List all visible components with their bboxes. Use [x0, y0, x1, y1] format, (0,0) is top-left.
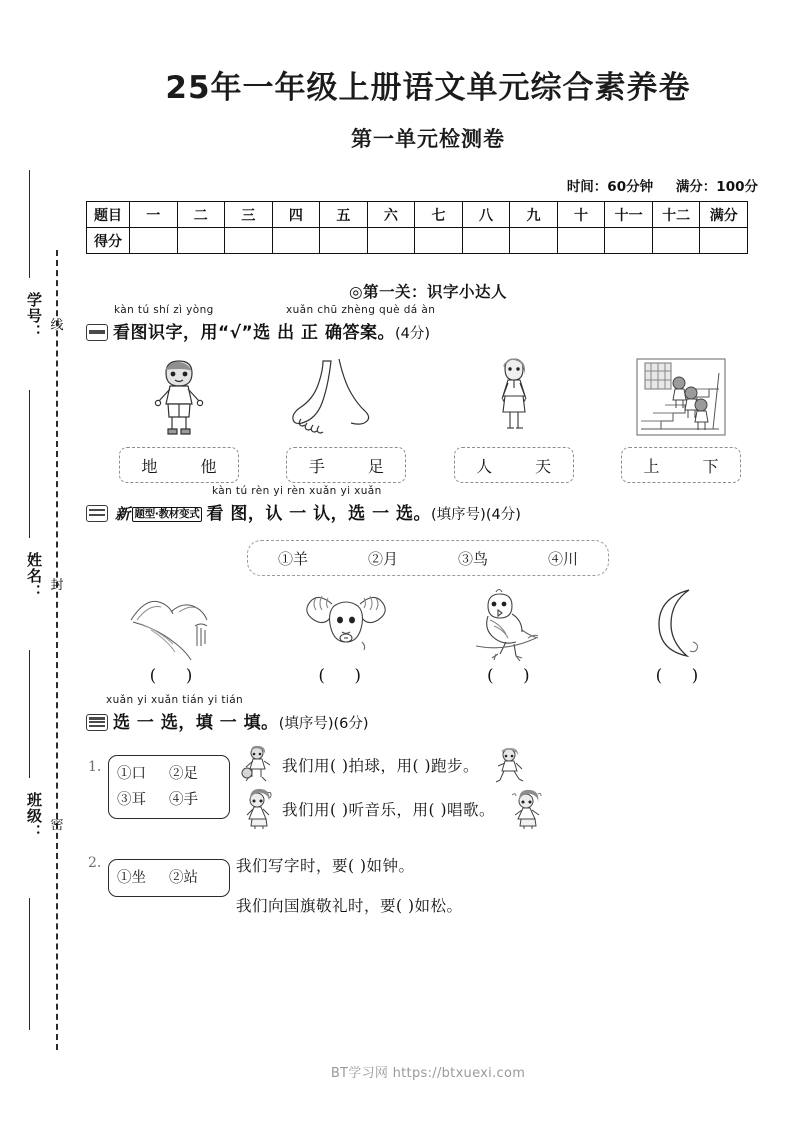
option-item[interactable]: ③鸟 [457, 549, 488, 568]
running-child-image [487, 744, 533, 786]
pinyin-q2: kàn tú rèn yi rèn xuǎn yi xuǎn [212, 485, 382, 497]
question-2-heading [78, 485, 778, 524]
choice-option[interactable]: ①口 [117, 766, 146, 782]
page-subtitle: 第一单元检测卷 [351, 127, 505, 151]
sentence-line [236, 743, 778, 787]
page-title: 25年一年级上册语文单元综合素养卷 [165, 70, 691, 106]
question-2-text-wrap [113, 499, 521, 524]
question-2-picture-row [102, 586, 758, 686]
answer-blank-1[interactable]: ( ) [149, 666, 205, 686]
table-row-headers [87, 202, 748, 228]
choice-option[interactable]: 天 [535, 456, 552, 476]
seal-label-class: 班级： [25, 792, 43, 840]
seal-rule-segment [29, 898, 30, 1030]
question-2-item [608, 586, 758, 686]
question-1-points: (4分) [394, 326, 430, 342]
choice-option[interactable]: ②站 [169, 870, 198, 886]
question-3-item-1 [78, 743, 778, 831]
choice-option[interactable]: 上 [643, 456, 660, 476]
choice-option[interactable]: 他 [200, 456, 217, 476]
badge-new-type: 题型·教材变式 [132, 507, 203, 522]
section-banner: ◎第一关：识字小达人 [348, 283, 508, 301]
score-cell-12[interactable] [652, 228, 700, 254]
question-1-heading [78, 304, 778, 343]
choice-option[interactable]: ④手 [169, 792, 198, 808]
crescent-moon-image [608, 586, 758, 662]
seal-label-student-id: 学号： [25, 292, 43, 340]
seal-label-name: 姓名： [25, 552, 43, 600]
answer-box-1[interactable] [119, 447, 239, 483]
item-number: 1. [88, 759, 102, 775]
question-2-points: (填序号)(4分) [431, 507, 521, 523]
choice-option[interactable]: ①坐 [117, 870, 146, 886]
table-row-scores [87, 228, 748, 254]
question-number-icon-2 [86, 505, 108, 522]
col-6: 六 [367, 202, 415, 228]
score-cell-9[interactable] [510, 228, 558, 254]
score-cell-total[interactable] [700, 228, 748, 254]
seal-char-feng: 封 [50, 578, 64, 593]
sentence-column-2 [230, 845, 778, 925]
children-on-stairs-image [606, 355, 756, 439]
choice-box-1[interactable] [108, 755, 230, 819]
question-2-options-strip [247, 540, 609, 576]
score-cell-4[interactable] [272, 228, 320, 254]
score-cell-3[interactable] [225, 228, 273, 254]
seal-rule-segment [29, 390, 30, 538]
score-cell-1[interactable] [130, 228, 178, 254]
ram-head-image [271, 586, 421, 662]
question-3-text-wrap [113, 708, 369, 733]
girl-listening-music-image [236, 788, 282, 830]
question-3-points: (填序号)(6分) [278, 716, 369, 732]
col-10: 十 [557, 202, 605, 228]
choice-option[interactable]: 足 [367, 456, 384, 476]
row-header-topic: 题目 [87, 202, 130, 228]
mountain-river-image [102, 586, 252, 662]
question-number-icon-1 [86, 324, 108, 341]
sentence-text: 我们用( )听音乐，用( )唱歌。 [282, 801, 496, 819]
option-item[interactable]: ④川 [547, 549, 578, 568]
col-3: 三 [225, 202, 273, 228]
sentence-line [236, 885, 778, 925]
question-1-item [271, 355, 421, 483]
question-1-item [439, 355, 589, 483]
sentence-text: 我们用( )拍球，用( )跑步。 [282, 757, 480, 775]
choice-option[interactable]: 人 [476, 456, 493, 476]
row-header-score: 得分 [87, 228, 130, 254]
choice-box-2[interactable] [108, 859, 230, 897]
choice-option[interactable]: 地 [141, 456, 158, 476]
boy-playing-ball-image [236, 744, 282, 786]
pinyin-q1-b: xuǎn chū zhèng què dá àn [286, 304, 436, 316]
time-limit-label: 时间：60分钟 [566, 179, 654, 195]
sentence-column-1 [230, 743, 778, 831]
sentence-line [236, 787, 778, 831]
total-score-label: 满分：100分 [675, 179, 758, 195]
col-2: 二 [177, 202, 225, 228]
question-2-item [439, 586, 589, 686]
col-total: 满分 [700, 202, 748, 228]
sentence-text: 我们向国旗敬礼时，要( )如松。 [236, 897, 463, 915]
score-cell-2[interactable] [177, 228, 225, 254]
score-table [86, 201, 748, 254]
item-number: 2. [88, 855, 102, 871]
score-cell-8[interactable] [462, 228, 510, 254]
seal-rule-segment [29, 650, 30, 778]
answer-blank-4[interactable]: ( ) [655, 666, 711, 686]
question-1-text: 看图识字，用“√”选 出 正 确答案。 [113, 323, 395, 343]
score-cell-10[interactable] [557, 228, 605, 254]
pinyin-q1-a: kàn tú shí zì yòng [114, 304, 214, 316]
choice-row [117, 865, 221, 891]
bird-on-branch-image [439, 586, 589, 662]
woman-standing-image [439, 355, 589, 439]
seal-char-xian: 线 [50, 318, 64, 333]
choice-option[interactable]: ②足 [169, 766, 198, 782]
col-7: 七 [415, 202, 463, 228]
boy-standing-image [104, 355, 254, 439]
seal-dashed-line [56, 250, 58, 1050]
question-2-item [102, 586, 252, 686]
col-5: 五 [320, 202, 368, 228]
option-item[interactable]: ①羊 [277, 549, 308, 568]
option-item[interactable]: ②月 [367, 549, 398, 568]
col-8: 八 [462, 202, 510, 228]
sentence-text: 我们写字时，要( )如钟。 [236, 857, 415, 875]
pinyin-q3: xuǎn yi xuǎn tián yi tián [106, 694, 244, 706]
choice-row [117, 787, 221, 813]
answer-blank-3[interactable]: ( ) [486, 666, 542, 686]
choice-option[interactable]: ③耳 [117, 792, 146, 808]
col-11: 十一 [605, 202, 653, 228]
question-3-heading [78, 694, 778, 733]
choice-option[interactable]: 手 [308, 456, 325, 476]
girl-singing-image [503, 788, 549, 830]
foot-image [271, 355, 421, 439]
question-number-icon-3 [86, 714, 108, 731]
question-1-picture-row [104, 355, 756, 483]
question-3-item-2 [78, 845, 778, 925]
col-12: 十二 [652, 202, 700, 228]
answer-box-4[interactable] [621, 447, 741, 483]
score-cell-11[interactable] [605, 228, 653, 254]
seal-char-mi: 密 [50, 818, 64, 833]
footer-watermark: BT学习网 https://btxuexi.com [330, 1066, 526, 1081]
col-9: 九 [510, 202, 558, 228]
question-1-text-wrap [113, 318, 430, 343]
badge-new-label: 新 [115, 505, 131, 523]
col-4: 四 [272, 202, 320, 228]
answer-box-2[interactable] [286, 447, 406, 483]
question-2-text: 看 图，认 一 认，选 一 选。 [206, 504, 431, 524]
question-1-item [606, 355, 756, 483]
sentence-line [236, 845, 778, 885]
worksheet-page [78, 0, 778, 1121]
col-1: 一 [130, 202, 178, 228]
score-cell-6[interactable] [367, 228, 415, 254]
exam-meta [78, 175, 778, 195]
question-2-item [271, 586, 421, 686]
seal-rule-segment [29, 170, 30, 278]
answer-box-3[interactable] [454, 447, 574, 483]
answer-blank-2[interactable]: ( ) [318, 666, 373, 686]
score-cell-7[interactable] [415, 228, 463, 254]
seal-margin [0, 0, 78, 1121]
question-1-item [104, 355, 254, 483]
question-3-text: 选 一 选，填 一 填。 [113, 713, 279, 733]
choice-row [117, 761, 221, 787]
score-cell-5[interactable] [320, 228, 368, 254]
choice-option[interactable]: 下 [702, 456, 719, 476]
